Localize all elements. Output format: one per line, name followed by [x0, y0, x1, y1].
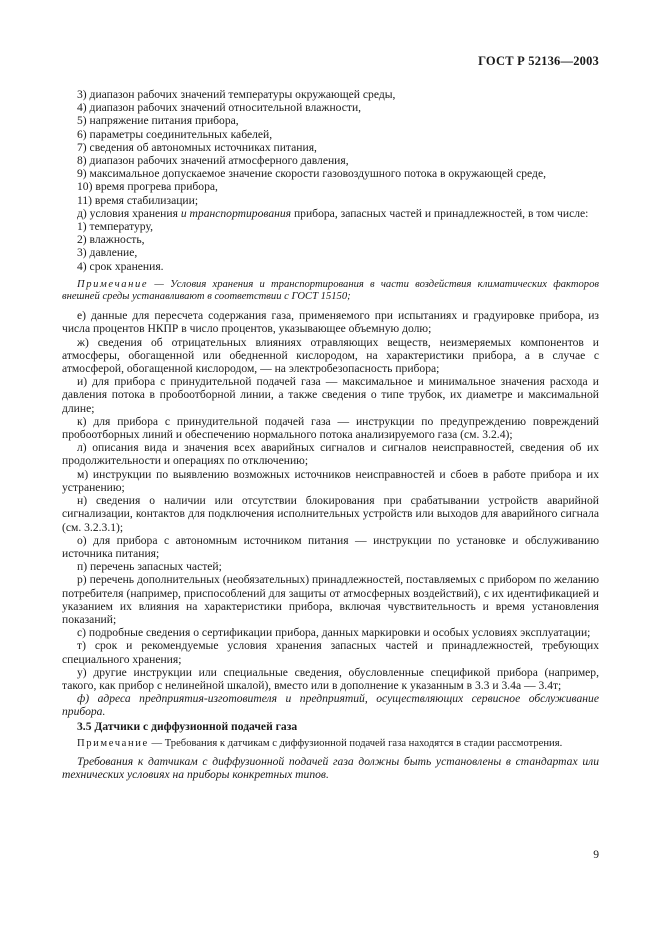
document-header: ГОСТ Р 52136—2003	[478, 54, 599, 68]
list-top	[62, 88, 599, 207]
list-item: 7) сведения об автономных источниках питания,	[77, 140, 317, 154]
list-item: 2) влажность,	[77, 233, 145, 247]
paragraph: к) для прибора с принудительной подачей газа — инструкции по предупреждению повреждений пробоотборных линий и обеспечению нормального потока анализируемого газа (см. 3.2.4);	[62, 414, 599, 442]
list-item: 4) диапазон рабочих значений относительной влажности,	[77, 101, 362, 115]
paragraph: е) данные для пересчета содержания газа, применяемого при испытаниях и градуировке прибора, из числа процентов НКПР в число процентов, указывающее объемную долю;	[62, 309, 599, 336]
document-body	[62, 88, 599, 781]
list-item: 11) время стабилизации;	[77, 193, 199, 207]
paragraph: л) описания вида и значения всех аварийных сигналов и сигналов неисправностей, сведения об их продолжительности и операциях по отключению;	[62, 441, 599, 468]
list-storage	[62, 220, 599, 273]
note-storage	[62, 279, 599, 303]
paragraph: м) инструкции по выявлению возможных источников неисправностей и сбоев в работе прибора и их устранению;	[62, 467, 599, 494]
list-item: 4) срок хранения.	[77, 259, 164, 273]
list-item: 9) максимальное допускаемое значение скорости газовоздушного потока в окружающей среде,	[77, 167, 546, 181]
note-text: — Требования к датчикам с диффузионной подачей газа находятся в стадии рассмотрения.	[148, 737, 563, 749]
final-paragraph: Требования к датчикам с диффузионной подачей газа должны быть установлены в стандартах или технических условиях на приборы конкретных типов.	[62, 754, 599, 782]
paragraph: п) перечень запасных частей;	[77, 560, 222, 574]
paragraph-d-italic: и транспортирования	[180, 206, 292, 220]
paragraph: о) для прибора с автономным источником питания — инструкции по установке и обслуживанию источника питания;	[62, 533, 599, 560]
paragraph: ж) сведения об отрицательных влияниях отравляющих веществ, неизмеряемых компонентов и атмосферы, обогащенной или обедненной кислородом, на характеристики прибора, а в случае с атмосферой, обогащенной кислородом, — на электробезопасность прибора;	[62, 335, 599, 376]
list-item: 6) параметры соединительных кабелей,	[77, 127, 273, 141]
section-heading: 3.5 Датчики с диффузионной подачей газа	[77, 719, 298, 733]
paragraph-d-end: прибора, запасных частей и принадлежностей, в том числе:	[291, 206, 589, 220]
list-item: 5) напряжение питания прибора,	[77, 114, 239, 128]
paragraph: н) сведения о наличии или отсутствии блокирования при срабатывании устройств аварийной сигнализации, контактов для подключения исполнительных устройств или выходов для аварийного сигнала (см. 3.2.3.1);	[62, 494, 599, 534]
paragraph-d	[62, 207, 599, 220]
list-item: 8) диапазон рабочих значений атмосферного давления,	[77, 154, 349, 168]
paragraph-d-start: д) условия хранения	[77, 206, 181, 220]
list-item: 3) давление,	[77, 246, 138, 260]
list-item: 1) температуру,	[77, 220, 153, 234]
list-item: 3) диапазон рабочих значений температуры окружающей среды,	[77, 88, 396, 101]
note-label: Примечание	[77, 737, 149, 749]
paragraph: т) срок и рекомендуемые условия хранения запасных частей и принадлежностей, требующих специального хранения;	[62, 639, 599, 666]
list-item: 10) время прогрева прибора,	[77, 180, 218, 194]
note-label: Примечание	[77, 278, 149, 290]
paragraph: у) другие инструкции или специальные сведения, обусловленные спецификой прибора (например, такого, как прибор с нелинейной шкалой), вместо или в дополнение к указанным в 3.3 и 3.4а — 3.4т;	[62, 665, 599, 692]
paragraph-f-italic: ф) адреса предприятия-изготовителя и предприятий, осуществляющих сервисное обслуживание прибора.	[62, 692, 599, 719]
paragraph: и) для прибора с принудительной подачей газа — максимальное и минимальное значения расхода и давления потока в пробоотборной линии, а также сведения о типе трубок, их диаметре и максимальной длине;	[62, 375, 599, 415]
note-diffusion	[62, 738, 599, 750]
note-text: — Условия хранения и транспортирования в части воздействия климатических факторов внешней среды устанавливают в соответствии с ГОСТ 15150;	[62, 278, 599, 303]
page-number: 9	[593, 848, 599, 861]
paragraph: р) перечень дополнительных (необязательных) принадлежностей, поставляемых с прибором по желанию потребителя (например, приспособлений для защиты от атмосферных воздействий), с их идентификацией и указанием их влияния на характеристики прибора, включая чувствительность и время установления показаний;	[62, 573, 599, 626]
paragraph: с) подробные сведения о сертификации прибора, данных маркировки и особых условиях эксплуатации;	[77, 626, 591, 640]
